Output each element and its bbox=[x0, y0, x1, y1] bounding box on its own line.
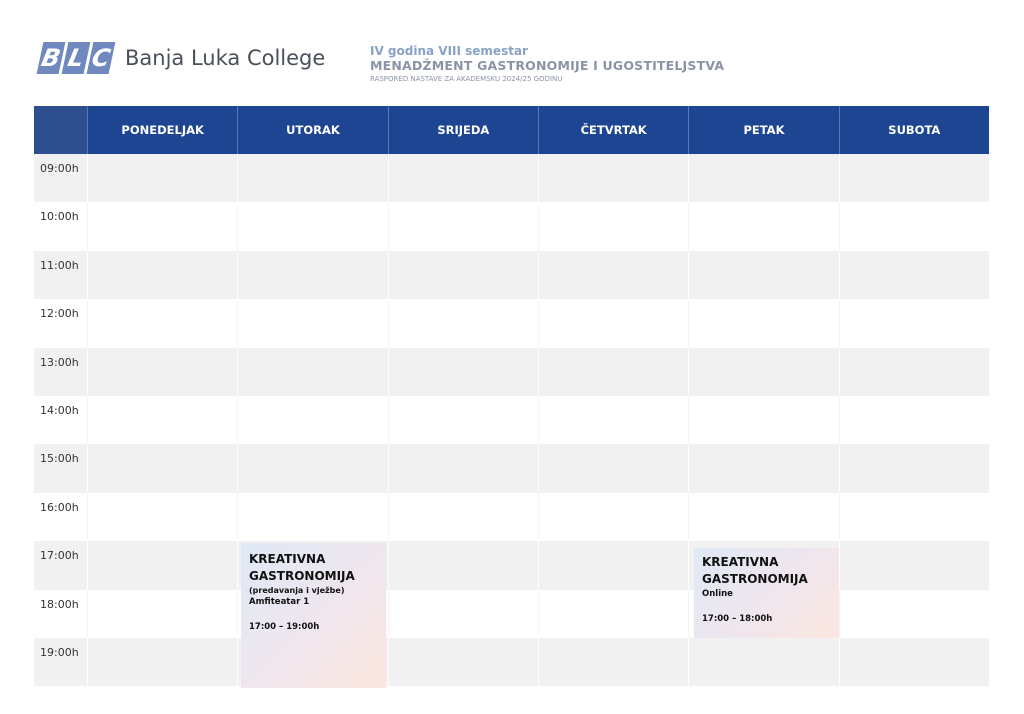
event-subtitle: (predavanja i vježbe) bbox=[249, 586, 345, 595]
event-time: 17:00 – 19:00h bbox=[249, 622, 320, 632]
time-row bbox=[34, 493, 989, 541]
college-name: Banja Luka College bbox=[125, 46, 326, 70]
day-header-monday: PONEDELJAK bbox=[87, 106, 237, 154]
event-title-line1: KREATIVNA bbox=[249, 552, 326, 566]
schedule-subtitle: RASPORED NASTAVE ZA AKADEMSKU 2024/25 GODINU bbox=[370, 75, 563, 83]
logo-letter-l: L bbox=[62, 42, 91, 74]
time-label: 13:00h bbox=[40, 355, 79, 369]
time-label: 15:00h bbox=[40, 452, 79, 466]
logo-letter-c: C bbox=[87, 42, 116, 74]
event-title-line2: GASTRONOMIJA bbox=[249, 569, 355, 583]
event-tuesday-kreativna-gastronomija[interactable] bbox=[241, 543, 386, 688]
corner-cell bbox=[34, 106, 87, 154]
event-location: Online bbox=[702, 589, 733, 599]
program-title: MENADŽMENT GASTRONOMIJE I UGOSTITELJSTVA bbox=[370, 58, 725, 73]
time-row bbox=[34, 444, 989, 492]
blc-logo-mark bbox=[40, 42, 115, 74]
time-row bbox=[34, 154, 989, 202]
event-friday-kreativna-gastronomija[interactable] bbox=[694, 548, 839, 638]
logo-letter-b: B bbox=[37, 42, 66, 74]
time-label: 10:00h bbox=[40, 210, 79, 224]
time-row bbox=[34, 590, 989, 638]
event-location: Amfiteatar 1 bbox=[249, 597, 310, 607]
event-time: 17:00 – 18:00h bbox=[702, 614, 773, 624]
event-title-line1: KREATIVNA bbox=[702, 555, 779, 569]
schedule-grid bbox=[34, 106, 989, 686]
time-row bbox=[34, 299, 989, 347]
time-label: 18:00h bbox=[40, 597, 79, 611]
time-row bbox=[34, 348, 989, 396]
day-header-wednesday: SRIJEDA bbox=[388, 106, 538, 154]
time-row bbox=[34, 251, 989, 299]
time-label: 12:00h bbox=[40, 307, 79, 321]
day-header-row bbox=[34, 106, 989, 154]
time-row bbox=[34, 202, 989, 250]
time-row bbox=[34, 638, 989, 686]
day-header-tuesday: UTORAK bbox=[237, 106, 387, 154]
day-header-friday: PETAK bbox=[688, 106, 838, 154]
college-logo bbox=[40, 42, 325, 74]
time-label: 09:00h bbox=[40, 162, 79, 175]
time-label: 14:00h bbox=[40, 403, 79, 417]
time-row bbox=[34, 541, 989, 589]
day-header-saturday: SUBOTA bbox=[839, 106, 989, 154]
semester-label: IV godina VIII semestar bbox=[370, 44, 528, 58]
day-header-thursday: ČETVRTAK bbox=[538, 106, 688, 154]
time-label: 19:00h bbox=[40, 645, 79, 659]
time-row bbox=[34, 396, 989, 444]
time-label: 16:00h bbox=[40, 500, 79, 514]
time-label: 17:00h bbox=[40, 549, 79, 563]
time-label: 11:00h bbox=[40, 258, 79, 272]
event-title-line2: GASTRONOMIJA bbox=[702, 572, 808, 586]
schedule-header bbox=[370, 44, 724, 84]
